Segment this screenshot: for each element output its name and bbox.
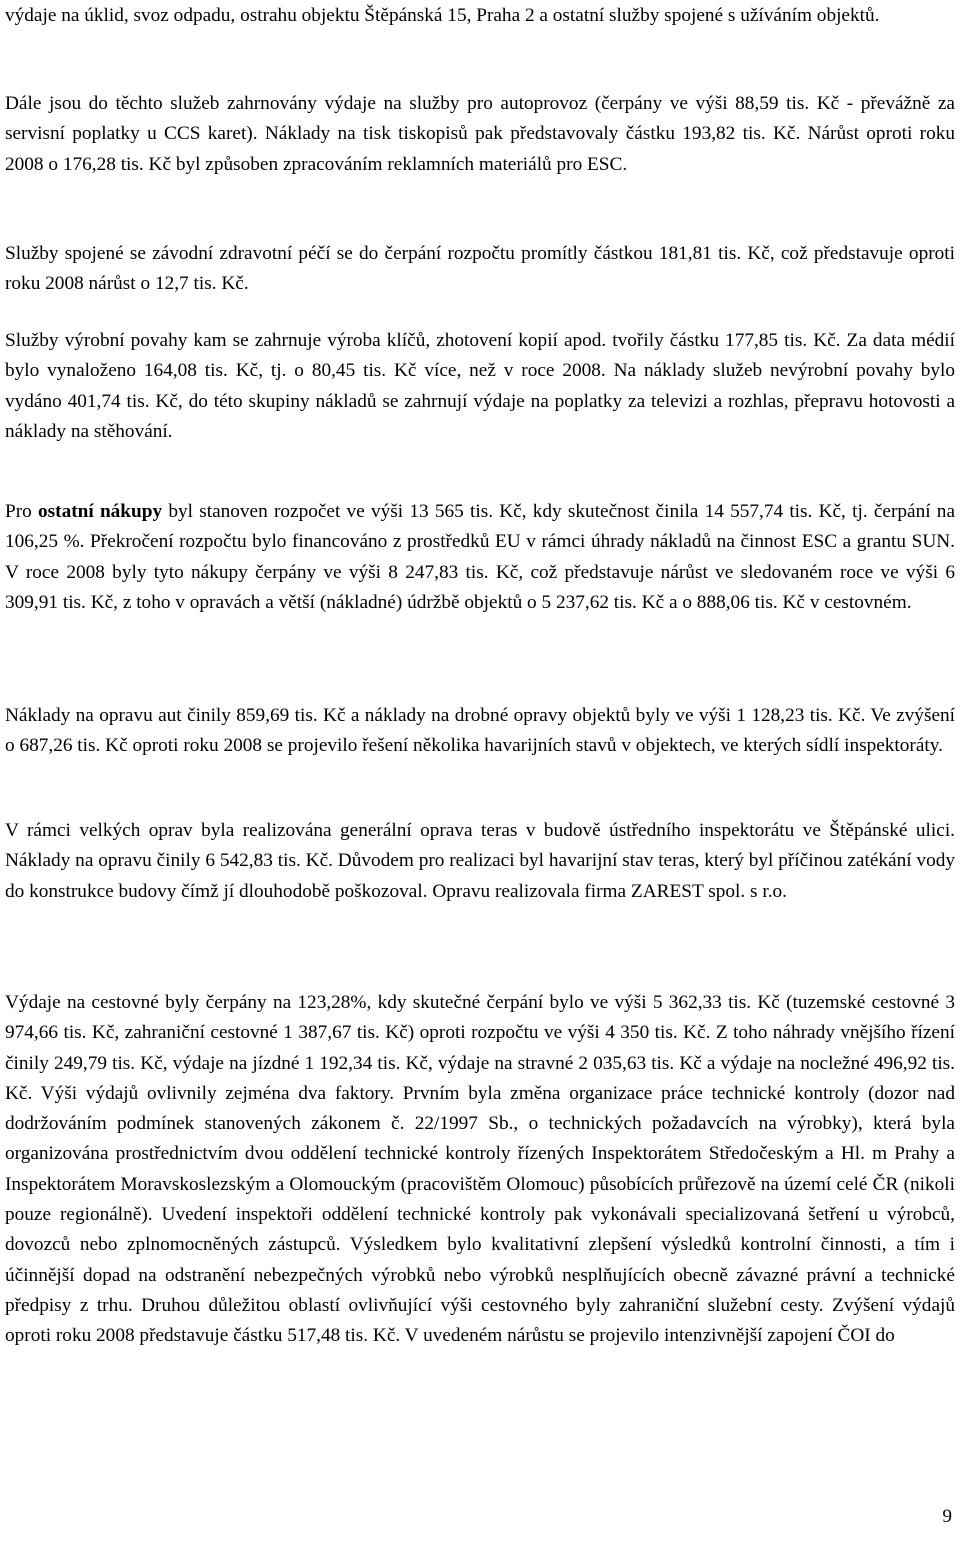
- paragraph-travel-expenses: [5, 988, 955, 1352]
- bold-term: ostatní nákupy: [38, 501, 163, 522]
- paragraph-text: Pro: [5, 501, 39, 522]
- paragraph-text: Služby spojené se závodní zdravotní péčí se do čerpání rozpočtu promítly částkou 181,81 tis. Kč, což představuje oproti roku 2008 nárůst o 12,7 tis. Kč.: [5, 243, 955, 295]
- page-number: 9: [942, 1506, 952, 1527]
- paragraph-text: Dále jsou do těchto služeb zahrnovány výdaje na služby pro autoprovoz (čerpány ve výši 88,59 tis. Kč - převážně za servisní poplatky u CCS karet). Náklady na tisk tiskopisů pak představovaly částku 193,82 tis. Kč. Nárůst oproti roku 2008 o 176,28 tis. Kč byl způsoben zpracováním reklamních materiálů pro ESC.: [5, 93, 955, 175]
- paragraph-text: byl stanoven rozpočet ve výši 13 565 tis. Kč, kdy skutečnost činila 14 557,74 tis. Kč, tj. čerpání na 106,25 %. Překročení rozpočtu bylo financováno z prostředků EU v rámci úhrady nákladů na činnost ESC a grantu SUN. V roce 2008 byly tyto nákupy čerpány ve výši 8 247,83 tis. Kč, což představuje nárůst ve sledovaném roce ve výši 6 309,91 tis. Kč, z toho v opravách a větší (nákladné) údržbě objektů o 5 237,62 tis. Kč a o 888,06 tis. Kč v cestovném.: [5, 501, 956, 613]
- paragraph-production-services: [5, 326, 955, 447]
- document-page: [5, 0, 955, 1545]
- paragraph-autoprovoz-services: [5, 89, 955, 180]
- paragraph-other-purchases: [5, 497, 955, 618]
- paragraph-text: Služby výrobní povahy kam se zahrnuje výroba klíčů, zhotovení kopií apod. tvořily částku 177,85 tis. Kč. Za data médií bylo vynaloženo 164,08 tis. Kč, tj. o 80,45 tis. Kč více, než v roce 2008. Na náklady služeb nevýrobní povahy bylo vydáno 401,74 tis. Kč, do této skupiny nákladů se zahrnují výdaje na poplatky za televizi a rozhlas, přepravu hotovosti a náklady na stěhování.: [5, 330, 955, 442]
- paragraph-repairs: [5, 701, 955, 762]
- paragraph-text: Výdaje na cestovné byly čerpány na 123,28%, kdy skutečné čerpání bylo ve výši 5 362,33 tis. Kč (tuzemské cestovné 3 974,66 tis. Kč, zahraniční cestovné 1 387,67 tis. Kč) oproti rozpočtu ve výši 4 350 tis. Kč. Z toho náhrady vnějšího řízení činily 249,79 tis. Kč, výdaje na jízdné 1 192,34 tis. Kč, výdaje na stravné 2 035,63 tis. Kč a výdaje na nocležné 496,92 tis. Kč. Výši výdajů ovlivnily zejména dva faktory. Prvním byla změna organizace práce technické kontroly (dozor nad dodržováním podmínek stanovených zákonem č. 22/1997 Sb., o technických požadavcích na výrobky), která byla organizována prostřednictvím dvou oddělení technické kontroly řízených Inspektorátem Středočeským a Hl. m Prahy a Inspektorátem Moravskoslezským a Olomouckým (pracovištěm Olomouc) působících průřezově na území celé ČR (nikoli pouze regionálně). Uvedení inspektoři oddělení technické kontroly pak vykonávali specializovaná šetření u výrobců, dovozců nebo zplnomocněných zástupců. Výsledkem bylo kvalitativní zlepšení výsledků kontrolní činnosti, a tím i účinnější dopad na odstranění nebezpečných výrobků nebo výrobků nesplňujících obecně závazné právní a technické předpisy z trhu. Druhou důležitou oblastí ovlivňující výši cestovného byly zahraniční služební cesty. Zvýšení výdajů oproti roku 2008 představuje částku 517,48 tis. Kč. V uvedeném nárůstu se projevilo intenzivnější zapojení ČOI do: [5, 992, 955, 1347]
- paragraph-text: výdaje na úklid, svoz odpadu, ostrahu objektu Štěpánská 15, Praha 2 a ostatní služby spojené s užíváním objektů.: [5, 5, 880, 26]
- paragraph-health-care-services: [5, 239, 955, 300]
- paragraph-cleaning-services: [5, 1, 955, 31]
- paragraph-text: V rámci velkých oprav byla realizována generální oprava teras v budově ústředního inspektorátu ve Štěpánské ulici. Náklady na opravu činily 6 542,83 tis. Kč. Důvodem pro realizaci byl havarijní stav teras, který byl příčinou zatékání vody do konstrukce budovy čímž jí dlouhodobě poškozoval. Opravu realizovala firma ZAREST spol. s r.o.: [5, 820, 955, 902]
- paragraph-text: Náklady na opravu aut činily 859,69 tis. Kč a náklady na drobné opravy objektů byly ve výši 1 128,23 tis. Kč. Ve zvýšení o 687,26 tis. Kč oproti roku 2008 se projevilo řešení několika havarijních stavů v objektech, ve kterých sídlí inspektoráty.: [5, 705, 955, 757]
- paragraph-major-repairs: [5, 816, 955, 907]
